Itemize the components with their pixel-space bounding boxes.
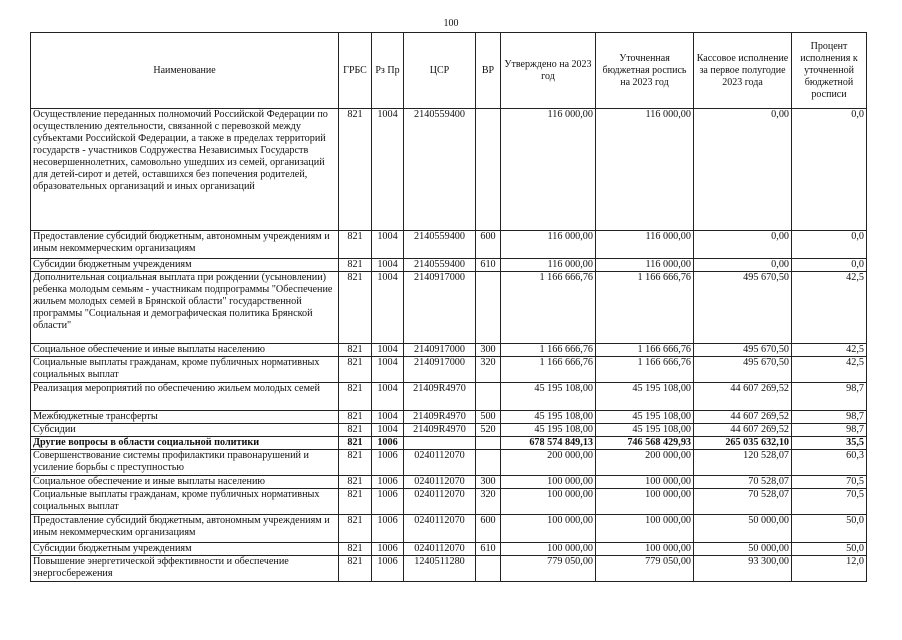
cell-csr: 0240112070 [404, 543, 476, 556]
table-row [31, 272, 867, 344]
cell-name: Субсидии бюджетным учреждениям [31, 259, 339, 272]
cell-refined: 746 568 429,93 [596, 437, 694, 450]
cell-executed: 50 000,00 [694, 515, 792, 543]
table-body [31, 109, 867, 582]
cell-rzpr: 1006 [372, 476, 404, 489]
cell-executed: 44 607 269,52 [694, 411, 792, 424]
cell-executed: 0,00 [694, 231, 792, 259]
table-row [31, 476, 867, 489]
cell-name: Совершенствование системы профилактики правонарушений и усиление борьбы с преступностью [31, 450, 339, 476]
cell-refined: 116 000,00 [596, 259, 694, 272]
cell-executed: 44 607 269,52 [694, 383, 792, 411]
cell-approved: 100 000,00 [501, 489, 596, 515]
cell-percent: 35,5 [792, 437, 867, 450]
cell-refined: 1 166 666,76 [596, 272, 694, 344]
cell-grbs: 821 [339, 272, 372, 344]
cell-csr: 0240112070 [404, 450, 476, 476]
cell-csr: 2140559400 [404, 259, 476, 272]
cell-vr: 320 [476, 357, 501, 383]
cell-percent: 42,5 [792, 344, 867, 357]
header-executed: Кассовое исполнение за первое полугодие 2023 года [694, 33, 792, 109]
cell-approved: 100 000,00 [501, 515, 596, 543]
cell-grbs: 821 [339, 231, 372, 259]
cell-grbs: 821 [339, 515, 372, 543]
cell-refined: 100 000,00 [596, 515, 694, 543]
cell-rzpr: 1004 [372, 231, 404, 259]
cell-name: Дополнительная социальная выплата при рождении (усыновлении) ребенка молодым семьям - участникам подпрограммы "Обеспечение жильем молодых семей в Брянской области" государственной программы "Социальная и демографическая политика Брянской области" [31, 272, 339, 344]
cell-percent: 0,0 [792, 259, 867, 272]
cell-percent: 0,0 [792, 231, 867, 259]
cell-vr [476, 383, 501, 411]
cell-executed: 70 528,07 [694, 476, 792, 489]
header-percent: Процент исполнения к уточненной бюджетной росписи [792, 33, 867, 109]
cell-csr: 0240112070 [404, 515, 476, 543]
cell-rzpr: 1004 [372, 411, 404, 424]
cell-approved: 45 195 108,00 [501, 424, 596, 437]
cell-vr: 600 [476, 515, 501, 543]
cell-name: Социальное обеспечение и иные выплаты населению [31, 344, 339, 357]
cell-approved: 1 166 666,76 [501, 357, 596, 383]
cell-name: Другие вопросы в области социальной политики [31, 437, 339, 450]
table-row [31, 450, 867, 476]
cell-refined: 116 000,00 [596, 109, 694, 231]
cell-percent: 98,7 [792, 383, 867, 411]
cell-approved: 1 166 666,76 [501, 272, 596, 344]
cell-approved: 678 574 849,13 [501, 437, 596, 450]
cell-refined: 45 195 108,00 [596, 411, 694, 424]
cell-rzpr: 1006 [372, 450, 404, 476]
cell-grbs: 821 [339, 344, 372, 357]
table-row [31, 383, 867, 411]
cell-approved: 45 195 108,00 [501, 411, 596, 424]
cell-vr: 320 [476, 489, 501, 515]
cell-csr [404, 437, 476, 450]
table-row [31, 543, 867, 556]
cell-approved: 779 050,00 [501, 556, 596, 582]
cell-refined: 1 166 666,76 [596, 357, 694, 383]
cell-approved: 100 000,00 [501, 543, 596, 556]
cell-name: Субсидии бюджетным учреждениям [31, 543, 339, 556]
header-grbs: ГРБС [339, 33, 372, 109]
cell-grbs: 821 [339, 489, 372, 515]
cell-approved: 45 195 108,00 [501, 383, 596, 411]
cell-percent: 70,5 [792, 489, 867, 515]
cell-rzpr: 1004 [372, 383, 404, 411]
cell-percent: 42,5 [792, 357, 867, 383]
cell-rzpr: 1004 [372, 259, 404, 272]
cell-name: Осуществление переданных полномочий Российской Федерации по осуществлению деятельности, связанной с перевозкой между субъектами Российской Федерации, а также в пределах территорий государств - участников Содружества Независимых Государств несовершеннолетних, самовольно ушедших из семей, организаций для детей-сирот и детей, оставшихся без попечения родителей, образовательных организаций и иных организаций [31, 109, 339, 231]
table-row [31, 424, 867, 437]
cell-rzpr: 1006 [372, 437, 404, 450]
cell-grbs: 821 [339, 109, 372, 231]
cell-rzpr: 1004 [372, 109, 404, 231]
cell-approved: 100 000,00 [501, 476, 596, 489]
cell-percent: 60,3 [792, 450, 867, 476]
cell-vr: 300 [476, 344, 501, 357]
cell-name: Предоставление субсидий бюджетным, автономным учреждениям и иным некоммерческим организациям [31, 515, 339, 543]
cell-refined: 45 195 108,00 [596, 383, 694, 411]
cell-name: Межбюджетные трансферты [31, 411, 339, 424]
cell-refined: 100 000,00 [596, 476, 694, 489]
cell-percent: 70,5 [792, 476, 867, 489]
cell-executed: 0,00 [694, 109, 792, 231]
cell-percent: 98,7 [792, 424, 867, 437]
cell-percent: 50,0 [792, 543, 867, 556]
cell-vr [476, 450, 501, 476]
cell-rzpr: 1004 [372, 357, 404, 383]
cell-vr [476, 437, 501, 450]
cell-vr: 600 [476, 231, 501, 259]
cell-csr: 21409R4970 [404, 411, 476, 424]
cell-vr: 300 [476, 476, 501, 489]
cell-rzpr: 1006 [372, 556, 404, 582]
cell-approved: 1 166 666,76 [501, 344, 596, 357]
cell-grbs: 821 [339, 424, 372, 437]
table-row [31, 515, 867, 543]
header-refined: Уточненная бюджетная роспись на 2023 год [596, 33, 694, 109]
cell-grbs: 821 [339, 450, 372, 476]
cell-percent: 12,0 [792, 556, 867, 582]
page-number: 100 [443, 18, 459, 29]
cell-rzpr: 1004 [372, 344, 404, 357]
cell-name: Субсидии [31, 424, 339, 437]
table-row [31, 556, 867, 582]
cell-refined: 200 000,00 [596, 450, 694, 476]
table-row [31, 344, 867, 357]
cell-refined: 116 000,00 [596, 231, 694, 259]
cell-refined: 45 195 108,00 [596, 424, 694, 437]
cell-approved: 116 000,00 [501, 259, 596, 272]
header-csr: ЦСР [404, 33, 476, 109]
cell-executed: 265 035 632,10 [694, 437, 792, 450]
cell-approved: 116 000,00 [501, 109, 596, 231]
cell-csr: 2140559400 [404, 231, 476, 259]
cell-rzpr: 1006 [372, 515, 404, 543]
cell-name: Социальные выплаты гражданам, кроме публичных нормативных социальных выплат [31, 489, 339, 515]
cell-grbs: 821 [339, 437, 372, 450]
header-rzpr: Рз Пр [372, 33, 404, 109]
cell-approved: 200 000,00 [501, 450, 596, 476]
cell-vr [476, 109, 501, 231]
cell-vr [476, 556, 501, 582]
cell-name: Социальные выплаты гражданам, кроме публичных нормативных социальных выплат [31, 357, 339, 383]
cell-executed: 44 607 269,52 [694, 424, 792, 437]
cell-executed: 93 300,00 [694, 556, 792, 582]
table-row [31, 259, 867, 272]
cell-csr: 21409R4970 [404, 424, 476, 437]
cell-refined: 779 050,00 [596, 556, 694, 582]
table-row [31, 411, 867, 424]
cell-grbs: 821 [339, 357, 372, 383]
cell-name: Повышение энергетической эффективности и обеспечение энергосбережения [31, 556, 339, 582]
table-row [31, 109, 867, 231]
table-row [31, 437, 867, 450]
cell-name: Предоставление субсидий бюджетным, автономным учреждениям и иным некоммерческим организациям [31, 231, 339, 259]
cell-name: Социальное обеспечение и иные выплаты населению [31, 476, 339, 489]
cell-executed: 120 528,07 [694, 450, 792, 476]
budget-table [30, 32, 867, 582]
cell-percent: 98,7 [792, 411, 867, 424]
cell-csr: 2140917000 [404, 357, 476, 383]
cell-csr: 2140917000 [404, 272, 476, 344]
cell-grbs: 821 [339, 411, 372, 424]
cell-executed: 70 528,07 [694, 489, 792, 515]
cell-grbs: 821 [339, 543, 372, 556]
cell-vr: 520 [476, 424, 501, 437]
cell-rzpr: 1006 [372, 543, 404, 556]
cell-percent: 42,5 [792, 272, 867, 344]
cell-percent: 50,0 [792, 515, 867, 543]
cell-approved: 116 000,00 [501, 231, 596, 259]
header-vr: ВР [476, 33, 501, 109]
cell-rzpr: 1006 [372, 489, 404, 515]
cell-csr: 0240112070 [404, 476, 476, 489]
table-row [31, 357, 867, 383]
cell-csr: 21409R4970 [404, 383, 476, 411]
cell-executed: 495 670,50 [694, 272, 792, 344]
table-row [31, 489, 867, 515]
cell-refined: 100 000,00 [596, 543, 694, 556]
cell-executed: 495 670,50 [694, 344, 792, 357]
cell-executed: 50 000,00 [694, 543, 792, 556]
cell-vr: 610 [476, 259, 501, 272]
cell-grbs: 821 [339, 476, 372, 489]
table-row [31, 231, 867, 259]
cell-refined: 100 000,00 [596, 489, 694, 515]
cell-vr: 610 [476, 543, 501, 556]
header-name: Наименование [31, 33, 339, 109]
cell-rzpr: 1004 [372, 424, 404, 437]
cell-csr: 0240112070 [404, 489, 476, 515]
table-header-row [31, 33, 867, 109]
cell-csr: 2140917000 [404, 344, 476, 357]
header-approved: Утверждено на 2023 год [501, 33, 596, 109]
cell-vr: 500 [476, 411, 501, 424]
cell-executed: 495 670,50 [694, 357, 792, 383]
cell-name: Реализация мероприятий по обеспечению жильем молодых семей [31, 383, 339, 411]
cell-vr [476, 272, 501, 344]
cell-grbs: 821 [339, 259, 372, 272]
cell-grbs: 821 [339, 383, 372, 411]
cell-rzpr: 1004 [372, 272, 404, 344]
cell-percent: 0,0 [792, 109, 867, 231]
cell-csr: 1240511280 [404, 556, 476, 582]
cell-csr: 2140559400 [404, 109, 476, 231]
cell-executed: 0,00 [694, 259, 792, 272]
cell-refined: 1 166 666,76 [596, 344, 694, 357]
cell-grbs: 821 [339, 556, 372, 582]
